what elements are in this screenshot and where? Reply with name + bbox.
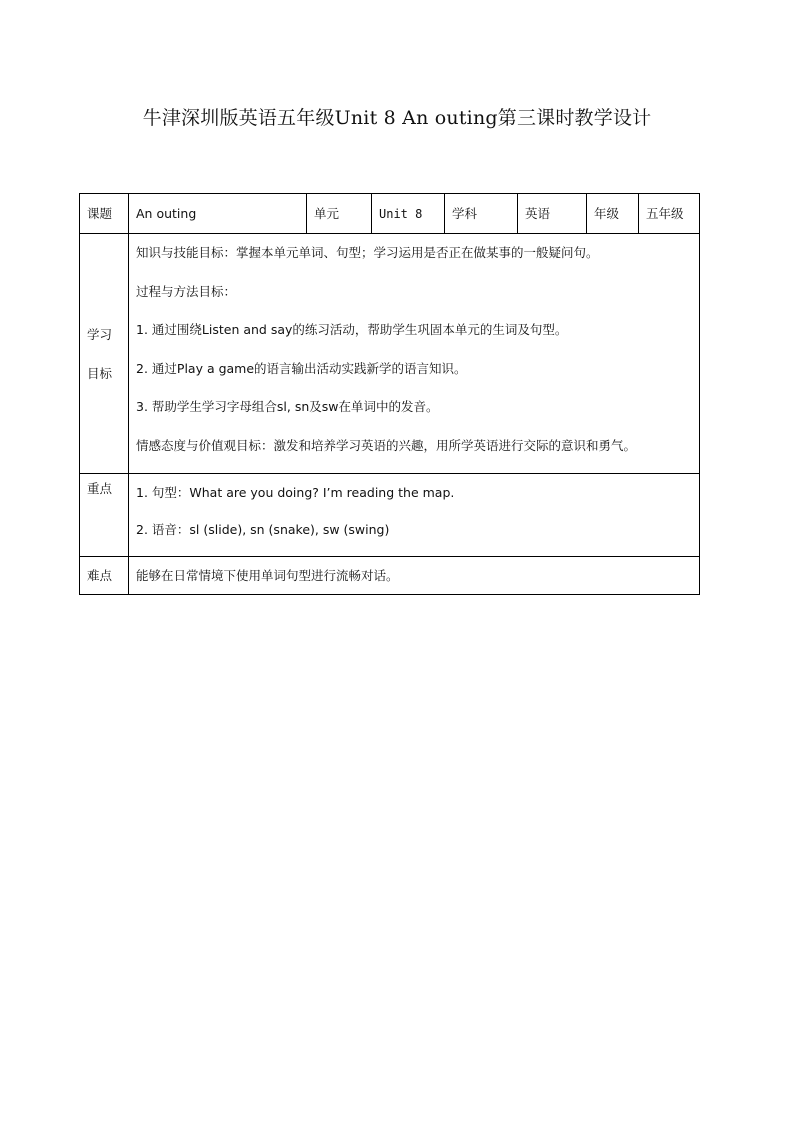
objective-line: 情感态度与价值观目标：激发和培养学习英语的兴趣，用所学英语进行交际的意识和勇气。 (136, 437, 637, 453)
topic-label: 课题 (80, 194, 129, 234)
objectives-content (129, 234, 700, 474)
difficulties-content: 能够在日常情境下使用单词句型进行流畅对话。 (129, 557, 700, 595)
objective-line: 2. 通过Play a game的语言输出活动实践新学的语言知识。 (136, 360, 467, 376)
objectives-label-line2: 目标 (87, 365, 113, 381)
document-title: 牛津深圳版英语五年级Unit 8 An outing第三课时教学设计 (142, 107, 652, 129)
objectives-row (80, 234, 700, 474)
subject-value: 英语 (518, 194, 587, 234)
subject-label: 学科 (445, 194, 518, 234)
key-points-content (129, 474, 700, 557)
difficulties-row (80, 557, 700, 595)
grade-label: 年级 (587, 194, 639, 234)
lesson-plan-table (79, 193, 700, 595)
key-point-line: 2. 语音：sl (slide), sn (snake), sw (swing) (136, 522, 390, 537)
grade-value: 五年级 (639, 194, 700, 234)
key-points-label: 重点 (80, 474, 129, 557)
objective-line: 1. 通过围绕Listen and say的练习活动，帮助学生巩固本单元的生词及句型。 (136, 322, 568, 337)
key-points-row (80, 474, 700, 557)
topic-value: An outing (129, 194, 307, 234)
unit-label: 单元 (307, 194, 372, 234)
objective-line: 3. 帮助学生学习字母组合sl, sn及sw在单词中的发音。 (136, 399, 439, 414)
header-row (80, 194, 700, 234)
objectives-label-line1: 学习 (87, 326, 113, 342)
key-point-line: 1. 句型：What are you doing? I’m reading the map. (136, 485, 455, 500)
objective-line: 过程与方法目标： (136, 283, 237, 299)
objective-line: 知识与技能目标：掌握本单元单词、句型；学习运用是否正在做某事的一般疑问句。 (136, 245, 599, 260)
objectives-label (80, 234, 129, 474)
unit-value: Unit 8 (372, 194, 445, 234)
difficulties-label: 难点 (80, 557, 129, 595)
